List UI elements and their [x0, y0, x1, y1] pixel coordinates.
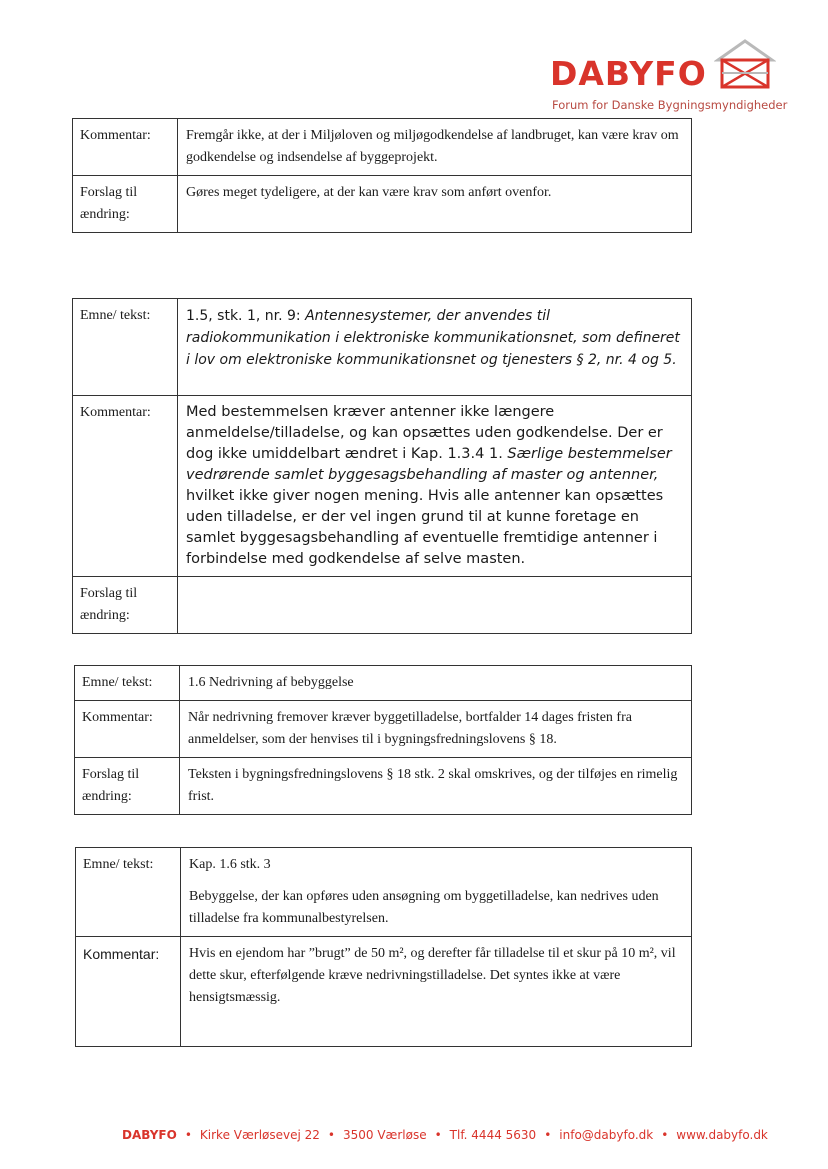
row-label: Kommentar:: [76, 937, 181, 1047]
row-value: Når nedrivning fremover kræver byggetilladelse, bortfalder 14 dages fristen fra anmeldelser, som der henvises til i bygningsfredningslovens § 18.: [180, 701, 692, 758]
bullet-separator: •: [544, 1128, 552, 1142]
row-label: Forslag til ændring:: [75, 758, 180, 815]
footer-phone: Tlf. 4444 5630: [449, 1128, 537, 1142]
table-row: [73, 176, 692, 233]
subject-reference: 1.5, stk. 1, nr. 9:: [186, 308, 306, 324]
table-row: [76, 848, 692, 937]
table-row: [75, 758, 692, 815]
row-label: Emne/ tekst:: [73, 299, 178, 396]
row-label: Kommentar:: [73, 119, 178, 176]
footer-city: 3500 Værløse: [342, 1128, 427, 1142]
row-value: [178, 396, 692, 577]
row-label: Kommentar:: [75, 701, 180, 758]
table-row: [73, 577, 692, 634]
bullet-separator: •: [184, 1128, 192, 1142]
table-row: [73, 396, 692, 577]
row-value: Fremgår ikke, at der i Miljøloven og miljøgodkendelse af landbruget, kan være krav om godkendelse og indsendelse af byggeprojekt.: [178, 119, 692, 176]
row-label: Emne/ tekst:: [76, 848, 181, 937]
row-label: Forslag til ændring:: [73, 577, 178, 634]
table-row: [75, 666, 692, 701]
row-value: [178, 299, 692, 396]
footer-website[interactable]: www.dabyfo.dk: [676, 1128, 768, 1142]
table-row: [76, 937, 692, 1047]
row-value: 1.6 Nedrivning af bebyggelse: [180, 666, 692, 701]
subject-quote: Antennesystemer, der anvendes til radiokommunikation i elektroniske kommunikationsnet, som defineret i lov om elektroniske kommunikationsnet og tjenesters § 2, nr. 4 og 5.: [186, 308, 680, 368]
house-logo-icon: [714, 38, 776, 90]
row-label: Forslag til ændring:: [73, 176, 178, 233]
bullet-separator: •: [434, 1128, 442, 1142]
bullet-separator: •: [661, 1128, 669, 1142]
comment-table-4: [75, 847, 692, 1047]
comment-text-italic: Særlige bestemmelser vedrørende samlet byggesagsbehandling af master og antenner,: [186, 446, 672, 483]
subject-body: Bebyggelse, der kan opføres uden ansøgning om byggetilladelse, kan nedrives uden tilladelse fra kommunalbestyrelsen.: [189, 889, 659, 926]
page-footer: [122, 1128, 768, 1142]
comment-table-3: [74, 665, 692, 815]
footer-brand: DABYFO: [122, 1128, 177, 1142]
row-value: [178, 577, 692, 634]
row-label: Kommentar:: [73, 396, 178, 577]
logo-wordmark: DABYFO: [550, 54, 707, 93]
table-row: [73, 299, 692, 396]
logo-tagline: Forum for Danske Bygningsmyndigheder: [552, 98, 788, 112]
subject-title: Kap. 1.6 stk. 3: [189, 857, 271, 872]
row-value: Gøres meget tydeligere, at der kan være krav som anført ovenfor.: [178, 176, 692, 233]
comment-table-1: [72, 118, 692, 233]
row-value: Hvis en ejendom har ”brugt” de 50 m², og derefter får tilladelse til et skur på 10 m², vil dette skur, efterfølgende kræve nedrivningstilladelse. Det syntes ikke at være hensigtsmæssig.: [181, 937, 692, 1047]
comment-text-part-b: hvilket ikke giver nogen mening. Hvis alle antenner kan opsættes uden tilladelse, er der vel ingen grund til at kunne foretage en samlet byggesagsbehandling af eventuelle fremtidige antenner i forbindelse med godkendelse af selve masten.: [186, 488, 664, 567]
footer-email[interactable]: info@dabyfo.dk: [559, 1128, 654, 1142]
bullet-separator: •: [327, 1128, 335, 1142]
comment-table-2: [72, 298, 692, 634]
row-value: [181, 848, 692, 937]
row-value: Teksten i bygningsfredningslovens § 18 stk. 2 skal omskrives, og der tilføjes en rimelig frist.: [180, 758, 692, 815]
comment-text-part-a: Med bestemmelsen kræver antenner ikke længere anmeldelse/tilladelse, og kan opsættes uden godkendelse. Der er dog ikke umiddelbart ændret i Kap. 1.3.4 1.: [186, 404, 663, 462]
table-row: [75, 701, 692, 758]
footer-address: Kirke Værløsevej 22: [199, 1128, 320, 1142]
row-label: Emne/ tekst:: [75, 666, 180, 701]
dabyfo-logo: [540, 36, 790, 118]
table-row: [73, 119, 692, 176]
